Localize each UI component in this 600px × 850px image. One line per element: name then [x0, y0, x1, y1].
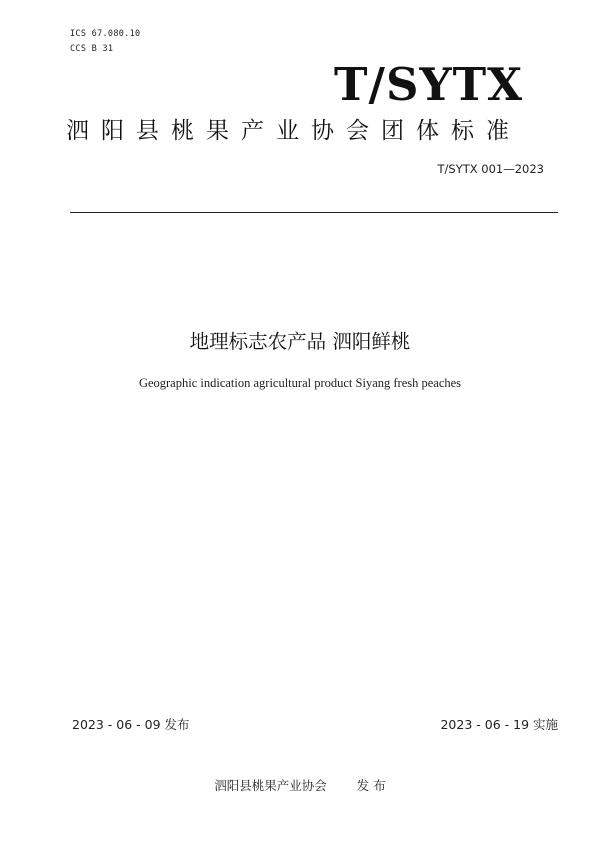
issuer-name: 泗阳县桃果产业协会	[214, 778, 327, 793]
document-title-chinese: 地理标志农产品 泗阳鲜桃	[189, 330, 411, 353]
issue-date: 2023 - 06 - 09 发布	[72, 717, 190, 732]
ccs-code: CCS B 31	[70, 44, 114, 54]
ics-code: ICS 67.080.10	[70, 29, 141, 39]
document-title-english: Geographic indication agricultural product Siyang fresh peaches	[138, 376, 462, 390]
issue-label: 发 布	[356, 778, 386, 793]
implementation-date: 2023 - 06 - 19 实施	[440, 717, 558, 732]
standard-logo-code: T/SYTX	[334, 58, 523, 111]
issuer-line	[0, 776, 600, 794]
header-divider	[70, 212, 558, 213]
organization-standard-title: 泗阳县桃果产业协会团体标准	[66, 118, 521, 144]
standard-number: T/SYTX 001—2023	[437, 162, 544, 176]
